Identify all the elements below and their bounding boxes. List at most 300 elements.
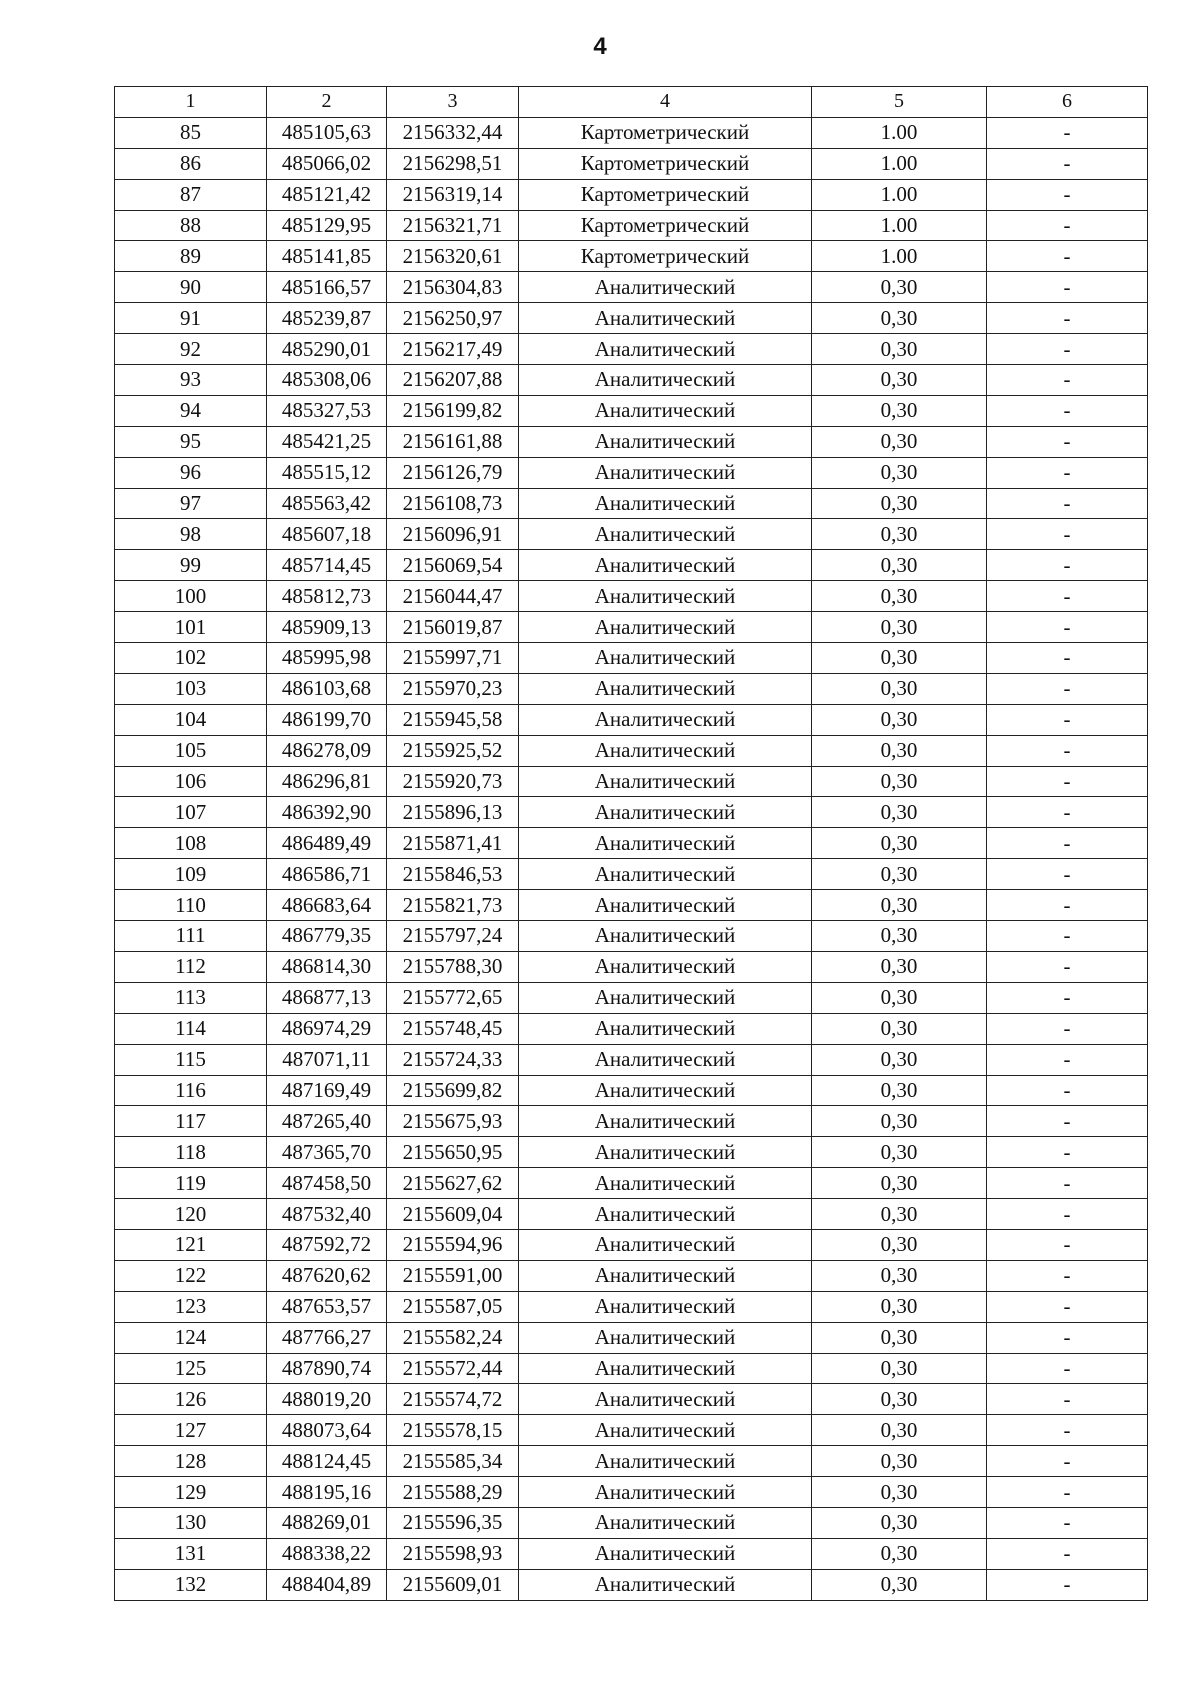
accuracy-cell: 0,30	[812, 550, 987, 581]
note-cell: -	[987, 735, 1148, 766]
accuracy-cell: 0,30	[812, 1507, 987, 1538]
method-cell: Аналитический	[519, 1137, 812, 1168]
table-row	[115, 1477, 1148, 1508]
y-coordinate-cell: 2155748,45	[387, 1013, 519, 1044]
note-cell: -	[987, 982, 1148, 1013]
y-coordinate-cell: 2155572,44	[387, 1353, 519, 1384]
note-cell: -	[987, 1415, 1148, 1446]
accuracy-cell: 1.00	[812, 241, 987, 272]
note-cell: -	[987, 1229, 1148, 1260]
y-coordinate-cell: 2155920,73	[387, 766, 519, 797]
method-cell: Аналитический	[519, 766, 812, 797]
accuracy-cell: 0,30	[812, 1538, 987, 1569]
y-coordinate-cell: 2155582,24	[387, 1322, 519, 1353]
x-coordinate-cell: 485515,12	[267, 457, 387, 488]
method-cell: Аналитический	[519, 1075, 812, 1106]
note-cell: -	[987, 210, 1148, 241]
x-coordinate-cell: 488019,20	[267, 1384, 387, 1415]
y-coordinate-cell: 2155609,01	[387, 1569, 519, 1600]
x-coordinate-cell: 485308,06	[267, 365, 387, 396]
table-header-row	[115, 87, 1148, 118]
accuracy-cell: 0,30	[812, 1199, 987, 1230]
y-coordinate-cell: 2155578,15	[387, 1415, 519, 1446]
table-row	[115, 1538, 1148, 1569]
accuracy-cell: 0,30	[812, 797, 987, 828]
point-number-cell: 106	[115, 766, 267, 797]
point-number-cell: 109	[115, 859, 267, 890]
y-coordinate-cell: 2156250,97	[387, 303, 519, 334]
method-cell: Аналитический	[519, 426, 812, 457]
table-row	[115, 1322, 1148, 1353]
y-coordinate-cell: 2156108,73	[387, 488, 519, 519]
accuracy-cell: 0,30	[812, 1446, 987, 1477]
point-number-cell: 85	[115, 117, 267, 148]
table-row	[115, 1168, 1148, 1199]
point-number-cell: 108	[115, 828, 267, 859]
point-number-cell: 132	[115, 1569, 267, 1600]
y-coordinate-cell: 2155970,23	[387, 673, 519, 704]
accuracy-cell: 1.00	[812, 117, 987, 148]
x-coordinate-cell: 485129,95	[267, 210, 387, 241]
accuracy-cell: 1.00	[812, 179, 987, 210]
x-coordinate-cell: 485166,57	[267, 272, 387, 303]
table-row	[115, 1137, 1148, 1168]
table-row	[115, 210, 1148, 241]
table-row	[115, 117, 1148, 148]
table-row	[115, 334, 1148, 365]
method-cell: Аналитический	[519, 1044, 812, 1075]
note-cell: -	[987, 334, 1148, 365]
x-coordinate-cell: 485563,42	[267, 488, 387, 519]
method-cell: Аналитический	[519, 1229, 812, 1260]
table-row	[115, 1075, 1148, 1106]
x-coordinate-cell: 487071,11	[267, 1044, 387, 1075]
note-cell: -	[987, 1538, 1148, 1569]
accuracy-cell: 0,30	[812, 1322, 987, 1353]
accuracy-cell: 0,30	[812, 519, 987, 550]
y-coordinate-cell: 2155871,41	[387, 828, 519, 859]
point-number-cell: 93	[115, 365, 267, 396]
method-cell: Аналитический	[519, 395, 812, 426]
accuracy-cell: 0,30	[812, 643, 987, 674]
y-coordinate-cell: 2155821,73	[387, 890, 519, 921]
table-row	[115, 612, 1148, 643]
method-cell: Аналитический	[519, 921, 812, 952]
method-cell: Аналитический	[519, 1260, 812, 1291]
y-coordinate-cell: 2155598,93	[387, 1538, 519, 1569]
y-coordinate-cell: 2155585,34	[387, 1446, 519, 1477]
table-row	[115, 1507, 1148, 1538]
table-row	[115, 673, 1148, 704]
point-number-cell: 111	[115, 921, 267, 952]
column-header: 3	[387, 87, 519, 118]
point-number-cell: 112	[115, 951, 267, 982]
y-coordinate-cell: 2155724,33	[387, 1044, 519, 1075]
y-coordinate-cell: 2156161,88	[387, 426, 519, 457]
method-cell: Аналитический	[519, 303, 812, 334]
point-number-cell: 102	[115, 643, 267, 674]
y-coordinate-cell: 2156320,61	[387, 241, 519, 272]
y-coordinate-cell: 2155574,72	[387, 1384, 519, 1415]
table-row	[115, 1569, 1148, 1600]
column-header: 5	[812, 87, 987, 118]
note-cell: -	[987, 1353, 1148, 1384]
note-cell: -	[987, 890, 1148, 921]
table-row	[115, 735, 1148, 766]
method-cell: Аналитический	[519, 1199, 812, 1230]
note-cell: -	[987, 179, 1148, 210]
point-number-cell: 130	[115, 1507, 267, 1538]
accuracy-cell: 0,30	[812, 828, 987, 859]
point-number-cell: 114	[115, 1013, 267, 1044]
table-row	[115, 303, 1148, 334]
y-coordinate-cell: 2156019,87	[387, 612, 519, 643]
note-cell: -	[987, 426, 1148, 457]
point-number-cell: 128	[115, 1446, 267, 1477]
accuracy-cell: 0,30	[812, 581, 987, 612]
x-coordinate-cell: 486779,35	[267, 921, 387, 952]
x-coordinate-cell: 485239,87	[267, 303, 387, 334]
y-coordinate-cell: 2155650,95	[387, 1137, 519, 1168]
method-cell: Аналитический	[519, 550, 812, 581]
note-cell: -	[987, 488, 1148, 519]
y-coordinate-cell: 2155627,62	[387, 1168, 519, 1199]
method-cell: Аналитический	[519, 1446, 812, 1477]
note-cell: -	[987, 550, 1148, 581]
accuracy-cell: 1.00	[812, 210, 987, 241]
accuracy-cell: 0,30	[812, 612, 987, 643]
point-number-cell: 87	[115, 179, 267, 210]
table-row	[115, 921, 1148, 952]
accuracy-cell: 0,30	[812, 1137, 987, 1168]
point-number-cell: 104	[115, 704, 267, 735]
method-cell: Аналитический	[519, 797, 812, 828]
note-cell: -	[987, 365, 1148, 396]
table-row	[115, 766, 1148, 797]
table-row	[115, 859, 1148, 890]
x-coordinate-cell: 487592,72	[267, 1229, 387, 1260]
accuracy-cell: 0,30	[812, 457, 987, 488]
table-row	[115, 426, 1148, 457]
table-row	[115, 179, 1148, 210]
accuracy-cell: 0,30	[812, 951, 987, 982]
point-number-cell: 120	[115, 1199, 267, 1230]
x-coordinate-cell: 486199,70	[267, 704, 387, 735]
y-coordinate-cell: 2155997,71	[387, 643, 519, 674]
note-cell: -	[987, 797, 1148, 828]
x-coordinate-cell: 487365,70	[267, 1137, 387, 1168]
x-coordinate-cell: 488124,45	[267, 1446, 387, 1477]
method-cell: Аналитический	[519, 1322, 812, 1353]
accuracy-cell: 0,30	[812, 1260, 987, 1291]
table-row	[115, 1229, 1148, 1260]
method-cell: Аналитический	[519, 612, 812, 643]
x-coordinate-cell: 486296,81	[267, 766, 387, 797]
point-number-cell: 117	[115, 1106, 267, 1137]
method-cell: Картометрический	[519, 117, 812, 148]
point-number-cell: 107	[115, 797, 267, 828]
table-row	[115, 982, 1148, 1013]
table-row	[115, 1260, 1148, 1291]
note-cell: -	[987, 1477, 1148, 1508]
point-number-cell: 88	[115, 210, 267, 241]
y-coordinate-cell: 2155587,05	[387, 1291, 519, 1322]
method-cell: Аналитический	[519, 1415, 812, 1446]
x-coordinate-cell: 488338,22	[267, 1538, 387, 1569]
method-cell: Аналитический	[519, 272, 812, 303]
note-cell: -	[987, 241, 1148, 272]
note-cell: -	[987, 612, 1148, 643]
note-cell: -	[987, 1446, 1148, 1477]
accuracy-cell: 0,30	[812, 1353, 987, 1384]
method-cell: Аналитический	[519, 334, 812, 365]
method-cell: Аналитический	[519, 488, 812, 519]
table-body	[115, 117, 1148, 1600]
note-cell: -	[987, 1168, 1148, 1199]
table-row	[115, 1199, 1148, 1230]
note-cell: -	[987, 766, 1148, 797]
table-row	[115, 1446, 1148, 1477]
point-number-cell: 127	[115, 1415, 267, 1446]
y-coordinate-cell: 2155945,58	[387, 704, 519, 735]
x-coordinate-cell: 486877,13	[267, 982, 387, 1013]
table-row	[115, 519, 1148, 550]
note-cell: -	[987, 1106, 1148, 1137]
x-coordinate-cell: 486586,71	[267, 859, 387, 890]
point-number-cell: 118	[115, 1137, 267, 1168]
x-coordinate-cell: 486814,30	[267, 951, 387, 982]
table-row	[115, 1353, 1148, 1384]
note-cell: -	[987, 859, 1148, 890]
y-coordinate-cell: 2155896,13	[387, 797, 519, 828]
method-cell: Аналитический	[519, 890, 812, 921]
table-row	[115, 951, 1148, 982]
point-number-cell: 92	[115, 334, 267, 365]
y-coordinate-cell: 2156096,91	[387, 519, 519, 550]
method-cell: Аналитический	[519, 951, 812, 982]
x-coordinate-cell: 485421,25	[267, 426, 387, 457]
accuracy-cell: 0,30	[812, 1477, 987, 1508]
table-row	[115, 457, 1148, 488]
accuracy-cell: 0,30	[812, 1384, 987, 1415]
y-coordinate-cell: 2155846,53	[387, 859, 519, 890]
point-number-cell: 131	[115, 1538, 267, 1569]
point-number-cell: 90	[115, 272, 267, 303]
method-cell: Аналитический	[519, 859, 812, 890]
y-coordinate-cell: 2156217,49	[387, 334, 519, 365]
method-cell: Картометрический	[519, 179, 812, 210]
point-number-cell: 96	[115, 457, 267, 488]
method-cell: Картометрический	[519, 210, 812, 241]
point-number-cell: 126	[115, 1384, 267, 1415]
y-coordinate-cell: 2156044,47	[387, 581, 519, 612]
x-coordinate-cell: 485714,45	[267, 550, 387, 581]
point-number-cell: 119	[115, 1168, 267, 1199]
point-number-cell: 98	[115, 519, 267, 550]
y-coordinate-cell: 2155596,35	[387, 1507, 519, 1538]
x-coordinate-cell: 487458,50	[267, 1168, 387, 1199]
x-coordinate-cell: 486103,68	[267, 673, 387, 704]
method-cell: Картометрический	[519, 148, 812, 179]
method-cell: Аналитический	[519, 1384, 812, 1415]
x-coordinate-cell: 486278,09	[267, 735, 387, 766]
x-coordinate-cell: 485812,73	[267, 581, 387, 612]
table-row	[115, 704, 1148, 735]
accuracy-cell: 0,30	[812, 272, 987, 303]
column-header: 2	[267, 87, 387, 118]
x-coordinate-cell: 485909,13	[267, 612, 387, 643]
point-number-cell: 116	[115, 1075, 267, 1106]
accuracy-cell: 0,30	[812, 488, 987, 519]
y-coordinate-cell: 2156069,54	[387, 550, 519, 581]
column-header: 4	[519, 87, 812, 118]
accuracy-cell: 0,30	[812, 890, 987, 921]
x-coordinate-cell: 488073,64	[267, 1415, 387, 1446]
table-row	[115, 1291, 1148, 1322]
page-number: 4	[593, 33, 607, 60]
table-row	[115, 241, 1148, 272]
table-row	[115, 395, 1148, 426]
y-coordinate-cell: 2156304,83	[387, 272, 519, 303]
note-cell: -	[987, 1260, 1148, 1291]
method-cell: Аналитический	[519, 1168, 812, 1199]
method-cell: Аналитический	[519, 1353, 812, 1384]
note-cell: -	[987, 1137, 1148, 1168]
accuracy-cell: 0,30	[812, 1415, 987, 1446]
table-row	[115, 488, 1148, 519]
table-row	[115, 797, 1148, 828]
table-row	[115, 890, 1148, 921]
method-cell: Аналитический	[519, 1291, 812, 1322]
x-coordinate-cell: 486392,90	[267, 797, 387, 828]
note-cell: -	[987, 1322, 1148, 1353]
note-cell: -	[987, 951, 1148, 982]
accuracy-cell: 0,30	[812, 673, 987, 704]
table-row	[115, 1106, 1148, 1137]
point-number-cell: 91	[115, 303, 267, 334]
method-cell: Аналитический	[519, 519, 812, 550]
x-coordinate-cell: 488269,01	[267, 1507, 387, 1538]
accuracy-cell: 0,30	[812, 1106, 987, 1137]
accuracy-cell: 0,30	[812, 704, 987, 735]
x-coordinate-cell: 486489,49	[267, 828, 387, 859]
method-cell: Аналитический	[519, 1013, 812, 1044]
method-cell: Аналитический	[519, 673, 812, 704]
accuracy-cell: 0,30	[812, 1229, 987, 1260]
note-cell: -	[987, 828, 1148, 859]
note-cell: -	[987, 1569, 1148, 1600]
accuracy-cell: 0,30	[812, 303, 987, 334]
x-coordinate-cell: 485066,02	[267, 148, 387, 179]
note-cell: -	[987, 457, 1148, 488]
accuracy-cell: 0,30	[812, 426, 987, 457]
method-cell: Аналитический	[519, 735, 812, 766]
point-number-cell: 94	[115, 395, 267, 426]
point-number-cell: 123	[115, 1291, 267, 1322]
table-row	[115, 365, 1148, 396]
method-cell: Аналитический	[519, 457, 812, 488]
note-cell: -	[987, 395, 1148, 426]
note-cell: -	[987, 1507, 1148, 1538]
method-cell: Аналитический	[519, 1477, 812, 1508]
x-coordinate-cell: 487532,40	[267, 1199, 387, 1230]
note-cell: -	[987, 921, 1148, 952]
accuracy-cell: 0,30	[812, 921, 987, 952]
accuracy-cell: 0,30	[812, 395, 987, 426]
x-coordinate-cell: 488195,16	[267, 1477, 387, 1508]
point-number-cell: 124	[115, 1322, 267, 1353]
point-number-cell: 129	[115, 1477, 267, 1508]
x-coordinate-cell: 487766,27	[267, 1322, 387, 1353]
x-coordinate-cell: 485141,85	[267, 241, 387, 272]
accuracy-cell: 0,30	[812, 1075, 987, 1106]
note-cell: -	[987, 303, 1148, 334]
y-coordinate-cell: 2156319,14	[387, 179, 519, 210]
table-row	[115, 1044, 1148, 1075]
column-header: 1	[115, 87, 267, 118]
accuracy-cell: 0,30	[812, 766, 987, 797]
note-cell: -	[987, 1075, 1148, 1106]
point-number-cell: 86	[115, 148, 267, 179]
table-row	[115, 148, 1148, 179]
note-cell: -	[987, 272, 1148, 303]
table-row	[115, 272, 1148, 303]
y-coordinate-cell: 2156126,79	[387, 457, 519, 488]
y-coordinate-cell: 2155699,82	[387, 1075, 519, 1106]
table-row	[115, 643, 1148, 674]
x-coordinate-cell: 487890,74	[267, 1353, 387, 1384]
method-cell: Аналитический	[519, 643, 812, 674]
accuracy-cell: 0,30	[812, 1291, 987, 1322]
x-coordinate-cell: 486974,29	[267, 1013, 387, 1044]
point-number-cell: 105	[115, 735, 267, 766]
accuracy-cell: 0,30	[812, 859, 987, 890]
y-coordinate-cell: 2155609,04	[387, 1199, 519, 1230]
y-coordinate-cell: 2155788,30	[387, 951, 519, 982]
y-coordinate-cell: 2155772,65	[387, 982, 519, 1013]
y-coordinate-cell: 2155797,24	[387, 921, 519, 952]
x-coordinate-cell: 487265,40	[267, 1106, 387, 1137]
note-cell: -	[987, 148, 1148, 179]
point-number-cell: 125	[115, 1353, 267, 1384]
method-cell: Аналитический	[519, 1538, 812, 1569]
method-cell: Аналитический	[519, 581, 812, 612]
y-coordinate-cell: 2155925,52	[387, 735, 519, 766]
note-cell: -	[987, 519, 1148, 550]
x-coordinate-cell: 485290,01	[267, 334, 387, 365]
y-coordinate-cell: 2155588,29	[387, 1477, 519, 1508]
table-row	[115, 1013, 1148, 1044]
note-cell: -	[987, 1199, 1148, 1230]
column-header: 6	[987, 87, 1148, 118]
note-cell: -	[987, 117, 1148, 148]
point-number-cell: 110	[115, 890, 267, 921]
table-row	[115, 581, 1148, 612]
y-coordinate-cell: 2156321,71	[387, 210, 519, 241]
x-coordinate-cell: 486683,64	[267, 890, 387, 921]
accuracy-cell: 0,30	[812, 982, 987, 1013]
point-number-cell: 89	[115, 241, 267, 272]
note-cell: -	[987, 1044, 1148, 1075]
point-number-cell: 122	[115, 1260, 267, 1291]
accuracy-cell: 0,30	[812, 1168, 987, 1199]
point-number-cell: 121	[115, 1229, 267, 1260]
x-coordinate-cell: 485995,98	[267, 643, 387, 674]
note-cell: -	[987, 1291, 1148, 1322]
accuracy-cell: 0,30	[812, 334, 987, 365]
x-coordinate-cell: 488404,89	[267, 1569, 387, 1600]
method-cell: Аналитический	[519, 365, 812, 396]
